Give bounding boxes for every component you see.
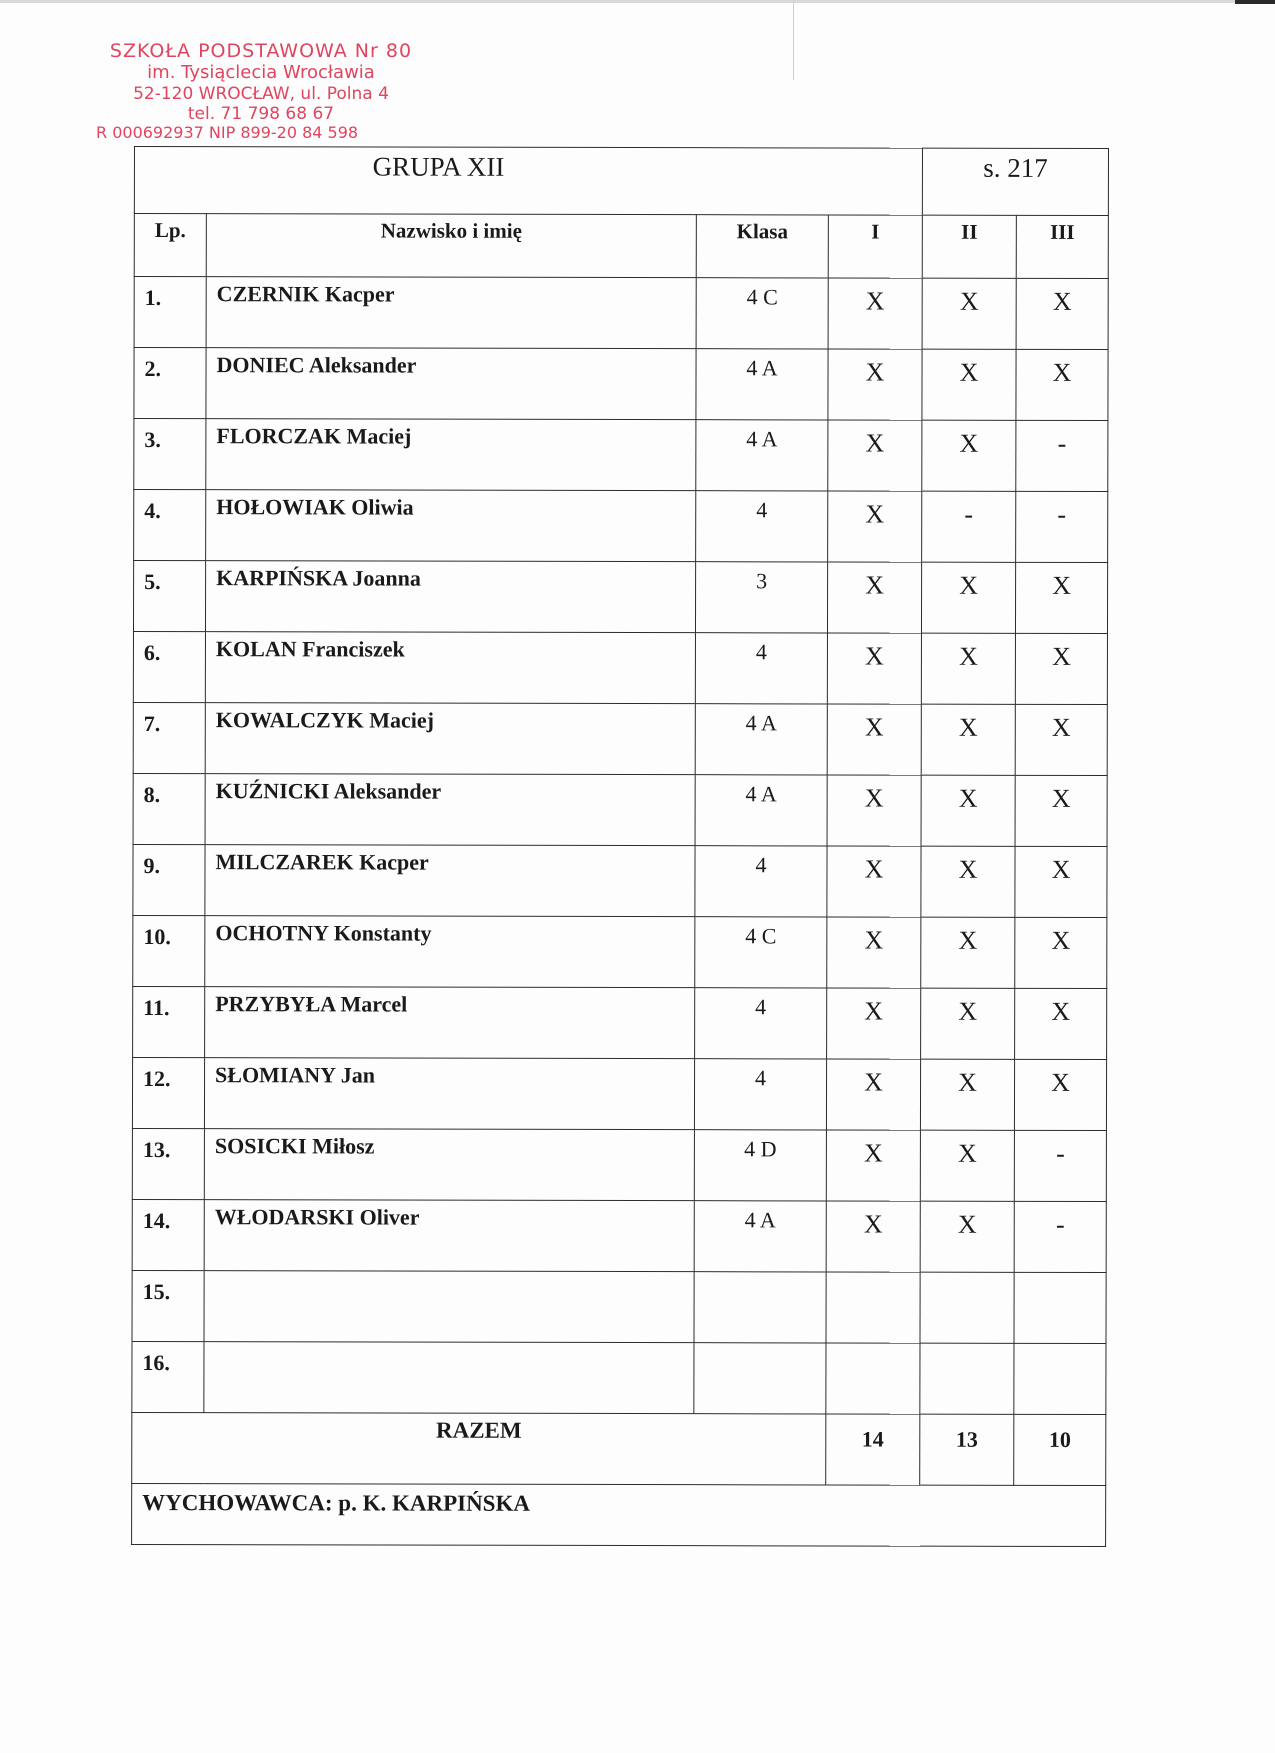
student-class [694,1272,826,1343]
student-class: 4 D [694,1130,826,1201]
fold-line [793,0,794,80]
table-row [132,1341,1106,1414]
col-header-i: I [828,215,922,278]
summary-ii: 13 [920,1414,1014,1485]
row-number: 13. [132,1128,204,1199]
student-class: 4 A [694,1201,826,1272]
student-name: PRZYBYŁA Marcel [205,987,695,1059]
row-number: 10. [133,915,205,986]
table-row [134,490,1108,563]
table-row [133,702,1107,775]
mark-iii: - [1016,420,1108,491]
mark-i: X [826,1130,920,1201]
col-header-name: Nazwisko i imię [206,214,696,278]
mark-i: X [828,491,922,562]
student-name: FLORCZAK Maciej [206,419,696,491]
row-number: 6. [133,632,205,703]
mark-ii: X [922,349,1016,420]
mark-i: X [827,704,921,775]
mark-i: X [827,562,921,633]
mark-iii: - [1014,1130,1106,1201]
title-row [134,147,1108,216]
group-title: GRUPA XII [134,147,922,216]
mark-ii: X [921,704,1015,775]
student-name: KARPIŃSKA Joanna [205,561,695,633]
table-row [133,561,1107,634]
stamp-school-name: SZKOŁA PODSTAWOWA Nr 80 [109,40,413,62]
student-class: 4 C [695,917,827,988]
mark-i: X [827,633,921,704]
stamp-patron: im. Tysiąclecia Wrocławia [147,62,375,84]
mark-iii: X [1015,775,1107,846]
table-row [133,986,1107,1059]
student-name: CZERNIK Kacper [206,277,696,349]
mark-ii: - [922,491,1016,562]
mark-i: X [827,846,921,917]
student-class: 4 A [696,349,828,420]
student-name: KOLAN Franciszek [205,632,695,704]
stamp-registry: R 000692937 NIP 899-20 84 598 [96,122,359,142]
table-row [133,773,1107,846]
footer-row [132,1483,1106,1546]
student-class: 4 C [696,278,828,349]
row-number: 15. [132,1270,204,1341]
mark-ii: X [922,562,1016,633]
table-row [133,632,1107,705]
col-header-iii: III [1016,215,1108,278]
mark-iii: X [1015,917,1107,988]
student-name [204,1271,694,1343]
mark-i: X [827,988,921,1059]
mark-ii [920,1272,1014,1343]
row-number: 12. [132,1057,204,1128]
table-row [134,348,1108,421]
student-name [204,1342,694,1414]
table-row [133,844,1107,917]
student-class: 4 [695,988,827,1059]
mark-ii: X [922,420,1016,491]
mark-iii: X [1015,846,1107,917]
col-header-lp: Lp. [134,214,206,277]
stamp-phone: tel. 71 798 68 67 [187,103,335,124]
student-name: DONIEC Aleksander [206,348,696,420]
student-name: SŁOMIANY Jan [204,1058,694,1130]
table-row [132,1270,1106,1343]
student-class: 3 [695,562,827,633]
summary-iii: 10 [1014,1414,1106,1485]
mark-iii: X [1015,988,1107,1059]
mark-i [826,1272,920,1343]
mark-ii: X [920,1201,1014,1272]
student-name: HOŁOWIAK Oliwia [206,490,696,562]
mark-i [826,1343,920,1414]
stamp-address: 52-120 WROCŁAW, ul. Polna 4 [133,83,389,104]
mark-ii [920,1343,1014,1414]
row-number: 11. [133,986,205,1057]
row-number: 2. [134,348,206,419]
student-name: OCHOTNY Konstanty [205,916,695,988]
mark-ii: X [921,988,1015,1059]
student-class: 4 [696,491,828,562]
student-class: 4 [695,846,827,917]
mark-iii [1014,1343,1106,1414]
school-stamp [96,40,426,143]
scan-corner-mark [1235,0,1275,4]
mark-i: X [828,278,922,349]
mark-i: X [827,775,921,846]
student-name: KOWALCZYK Maciej [205,703,695,775]
mark-ii: X [921,775,1015,846]
row-number: 16. [132,1341,204,1412]
mark-ii: X [921,917,1015,988]
col-header-klasa: Klasa [696,215,828,278]
table-row [134,419,1108,492]
mark-i: X [828,420,922,491]
summary-row [132,1412,1106,1485]
header-row [134,214,1108,279]
col-header-ii: II [922,215,1016,278]
row-number: 4. [134,490,206,561]
student-class [694,1343,826,1414]
mark-iii: - [1016,491,1108,562]
student-name: KUŹNICKI Aleksander [205,774,695,846]
mark-ii: X [921,633,1015,704]
student-class: 4 [695,633,827,704]
student-class: 4 [694,1059,826,1130]
mark-ii: X [920,1059,1014,1130]
student-class: 4 A [696,420,828,491]
mark-iii: X [1015,633,1107,704]
mark-i: X [826,1201,920,1272]
row-number: 8. [133,773,205,844]
student-name: MILCZAREK Kacper [205,845,695,917]
student-class: 4 A [695,704,827,775]
table-row [132,1199,1106,1272]
mark-iii: X [1016,349,1108,420]
mark-i: X [828,349,922,420]
table-row [134,277,1108,350]
mark-ii: X [921,846,1015,917]
room-number: s. 217 [922,148,1108,215]
mark-iii [1014,1272,1106,1343]
group-roster-table [131,146,1109,1547]
row-number: 9. [133,844,205,915]
mark-i: X [826,1059,920,1130]
summary-label: RAZEM [132,1412,826,1484]
row-number: 14. [132,1199,204,1270]
student-name: SOSICKI Miłosz [204,1129,694,1201]
mark-ii: X [922,278,1016,349]
table-row [132,1128,1106,1201]
mark-ii: X [920,1130,1014,1201]
scan-top-edge [0,0,1275,3]
row-number: 3. [134,419,206,490]
class-teacher: WYCHOWAWCA: p. K. KARPIŃSKA [132,1483,1106,1546]
table-row [133,915,1107,988]
row-number: 7. [133,702,205,773]
summary-i: 14 [826,1414,920,1485]
mark-iii: X [1015,704,1107,775]
student-name: WŁODARSKI Oliver [204,1200,694,1272]
student-class: 4 A [695,775,827,846]
mark-iii: X [1014,1059,1106,1130]
mark-iii: X [1016,562,1108,633]
mark-iii: X [1016,278,1108,349]
mark-i: X [827,917,921,988]
table-row [132,1057,1106,1130]
row-number: 5. [133,561,205,632]
mark-iii: - [1014,1201,1106,1272]
row-number: 1. [134,277,206,348]
